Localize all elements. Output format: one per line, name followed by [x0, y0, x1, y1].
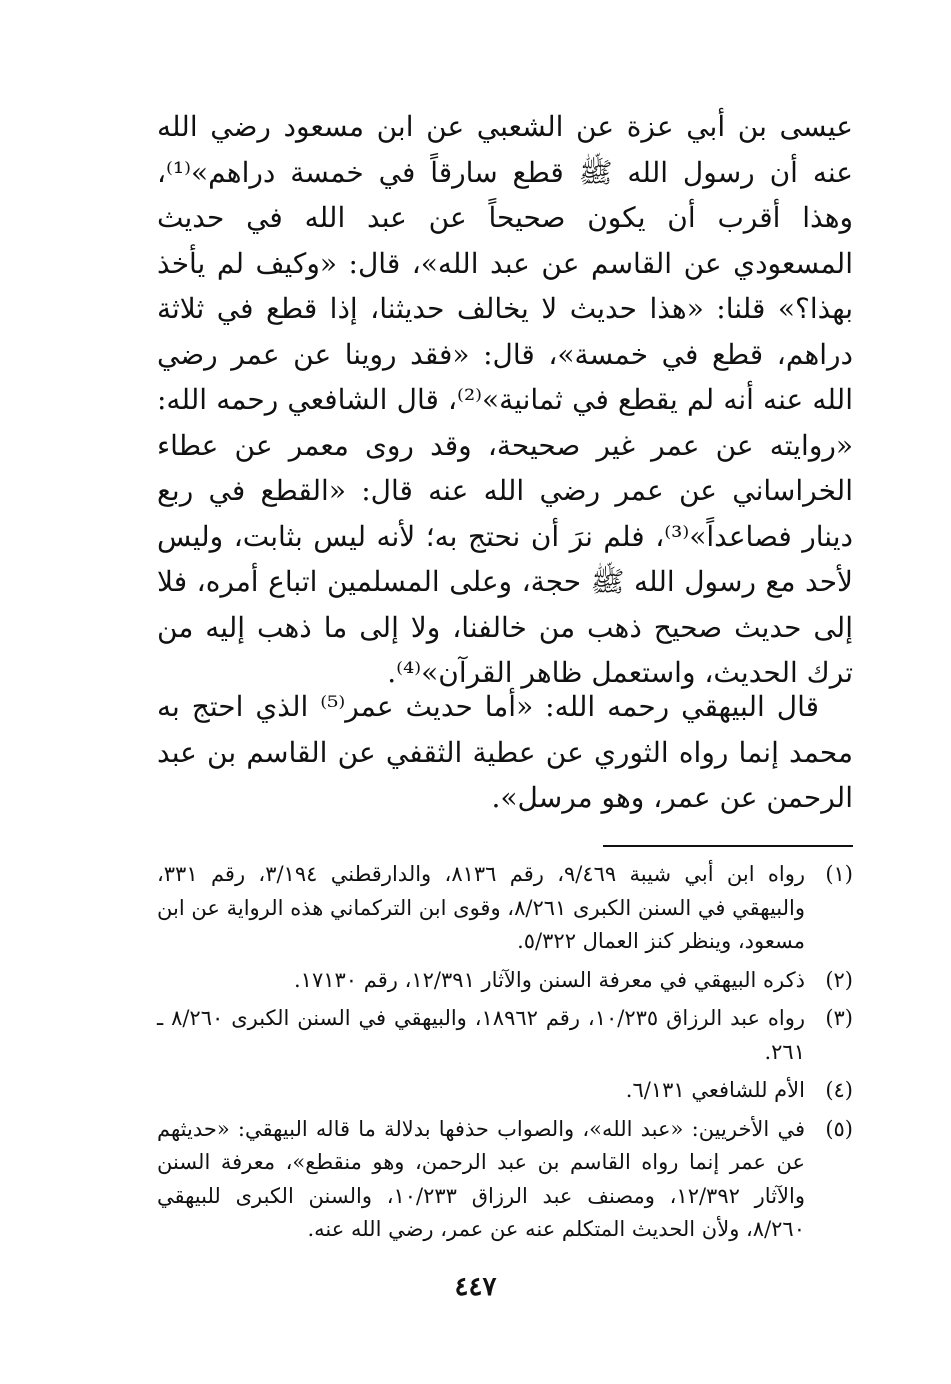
footnote-3 [157, 1002, 853, 1069]
main-text-block-2 [157, 684, 853, 821]
footnote-number: (٣) [825, 1006, 853, 1030]
footnote-text: رواه عبد الرزاق ١٠/٢٣٥، رقم ١٨٩٦٢، والبيهقي في السنن الكبرى ٨/٢٦٠ ـ ٢٦١. [157, 1006, 806, 1064]
page-number: ٤٤٧ [454, 1272, 497, 1302]
footnote-5 [157, 1113, 853, 1247]
body-paragraph-2: قال البيهقي رحمه الله: «أما حديث عمر⁽⁵⁾ الذي احتج به محمد إنما رواه الثوري عن عطية الثقفي عن القاسم بن عبد الرحمن عن عمر، وهو مرسل». [157, 690, 853, 814]
footnotes-section [157, 858, 853, 1252]
footnote-text: الأم للشافعي ٦/١٣١. [625, 1078, 805, 1102]
footnote-text: رواه ابن أبي شيبة ٩/٤٦٩، رقم ٨١٣٦، والدارقطني ٣/١٩٤، رقم ٣٣١، والبيهقي في السنن الكبرى ٨/٢٦١، وقوى ابن التركماني هذه الرواية عن ابن مسعود، وينظر كنز العمال ٥/٣٢٢. [157, 862, 806, 953]
footnote-text: ذكره البيهقي في معرفة السنن والآثار ١٢/٣٩١، رقم ١٧١٣٠. [293, 967, 805, 992]
footnote-separator [603, 845, 853, 847]
footnote-1 [157, 858, 853, 959]
footnote-number: (٥) [825, 1116, 853, 1141]
body-paragraph-1: عيسى بن أبي عزة عن الشعبي عن ابن مسعود رضي الله عنه أن رسول الله ﷺ قطع سارقاً في خمسة دراهم»⁽¹⁾، وهذا أقرب أن يكون صحيحاً عن عبد الله في حديث المسعودي عن القاسم عن عبد الله»، قال: «وكيف لم يأخذ بهذا؟» قلنا: «هذا حديث لا يخالف حديثنا، إذا قطع في ثلاثة دراهم، قطع في خمسة»، قال: «فقد روينا عن عمر رضي الله عنه أنه لم يقطع في ثمانية»⁽²⁾، قال الشافعي رحمه الله: «روايته عن عمر غير صحيحة، وقد روى معمر عن عطاء الخراساني عن عمر رضي الله عنه قال: «القطع في ربع دينار فصاعداً»⁽³⁾، فلم نرَ أن نحتج به؛ لأنه ليس بثابت، وليس لأحد مع رسول الله ﷺ حجة، وعلى المسلمين اتباع أمره، فلا إلى حديث صحيح ذهب من خالفنا، ولا إلى ما ذهب إليه من ترك الحديث، واستعمل ظاهر القرآن»⁽⁴⁾. [157, 110, 853, 689]
footnote-number: (٢) [825, 967, 853, 992]
main-text-block [157, 104, 853, 696]
footnote-text: في الأخريين: «عبد الله»، والصواب حذفها بدلالة ما قاله البيهقي: «حديثهم عن عمر إنما رواه القاسم بن عبد الرحمن، وهو منقطع»، معرفة السنن والآثار ١٢/٣٩٢، ومصنف عبد الرزاق ١٠/٢٣٣، والسنن الكبرى للبيهقي ٨/٢٦٠، ولأن الحديث المتكلم عنه عن عمر، رضي الله عنه. [157, 1116, 805, 1241]
footnote-number: (٤) [825, 1078, 853, 1102]
footnote-number: (١) [825, 862, 853, 886]
footnote-4 [157, 1074, 853, 1108]
footnote-2 [157, 964, 853, 998]
